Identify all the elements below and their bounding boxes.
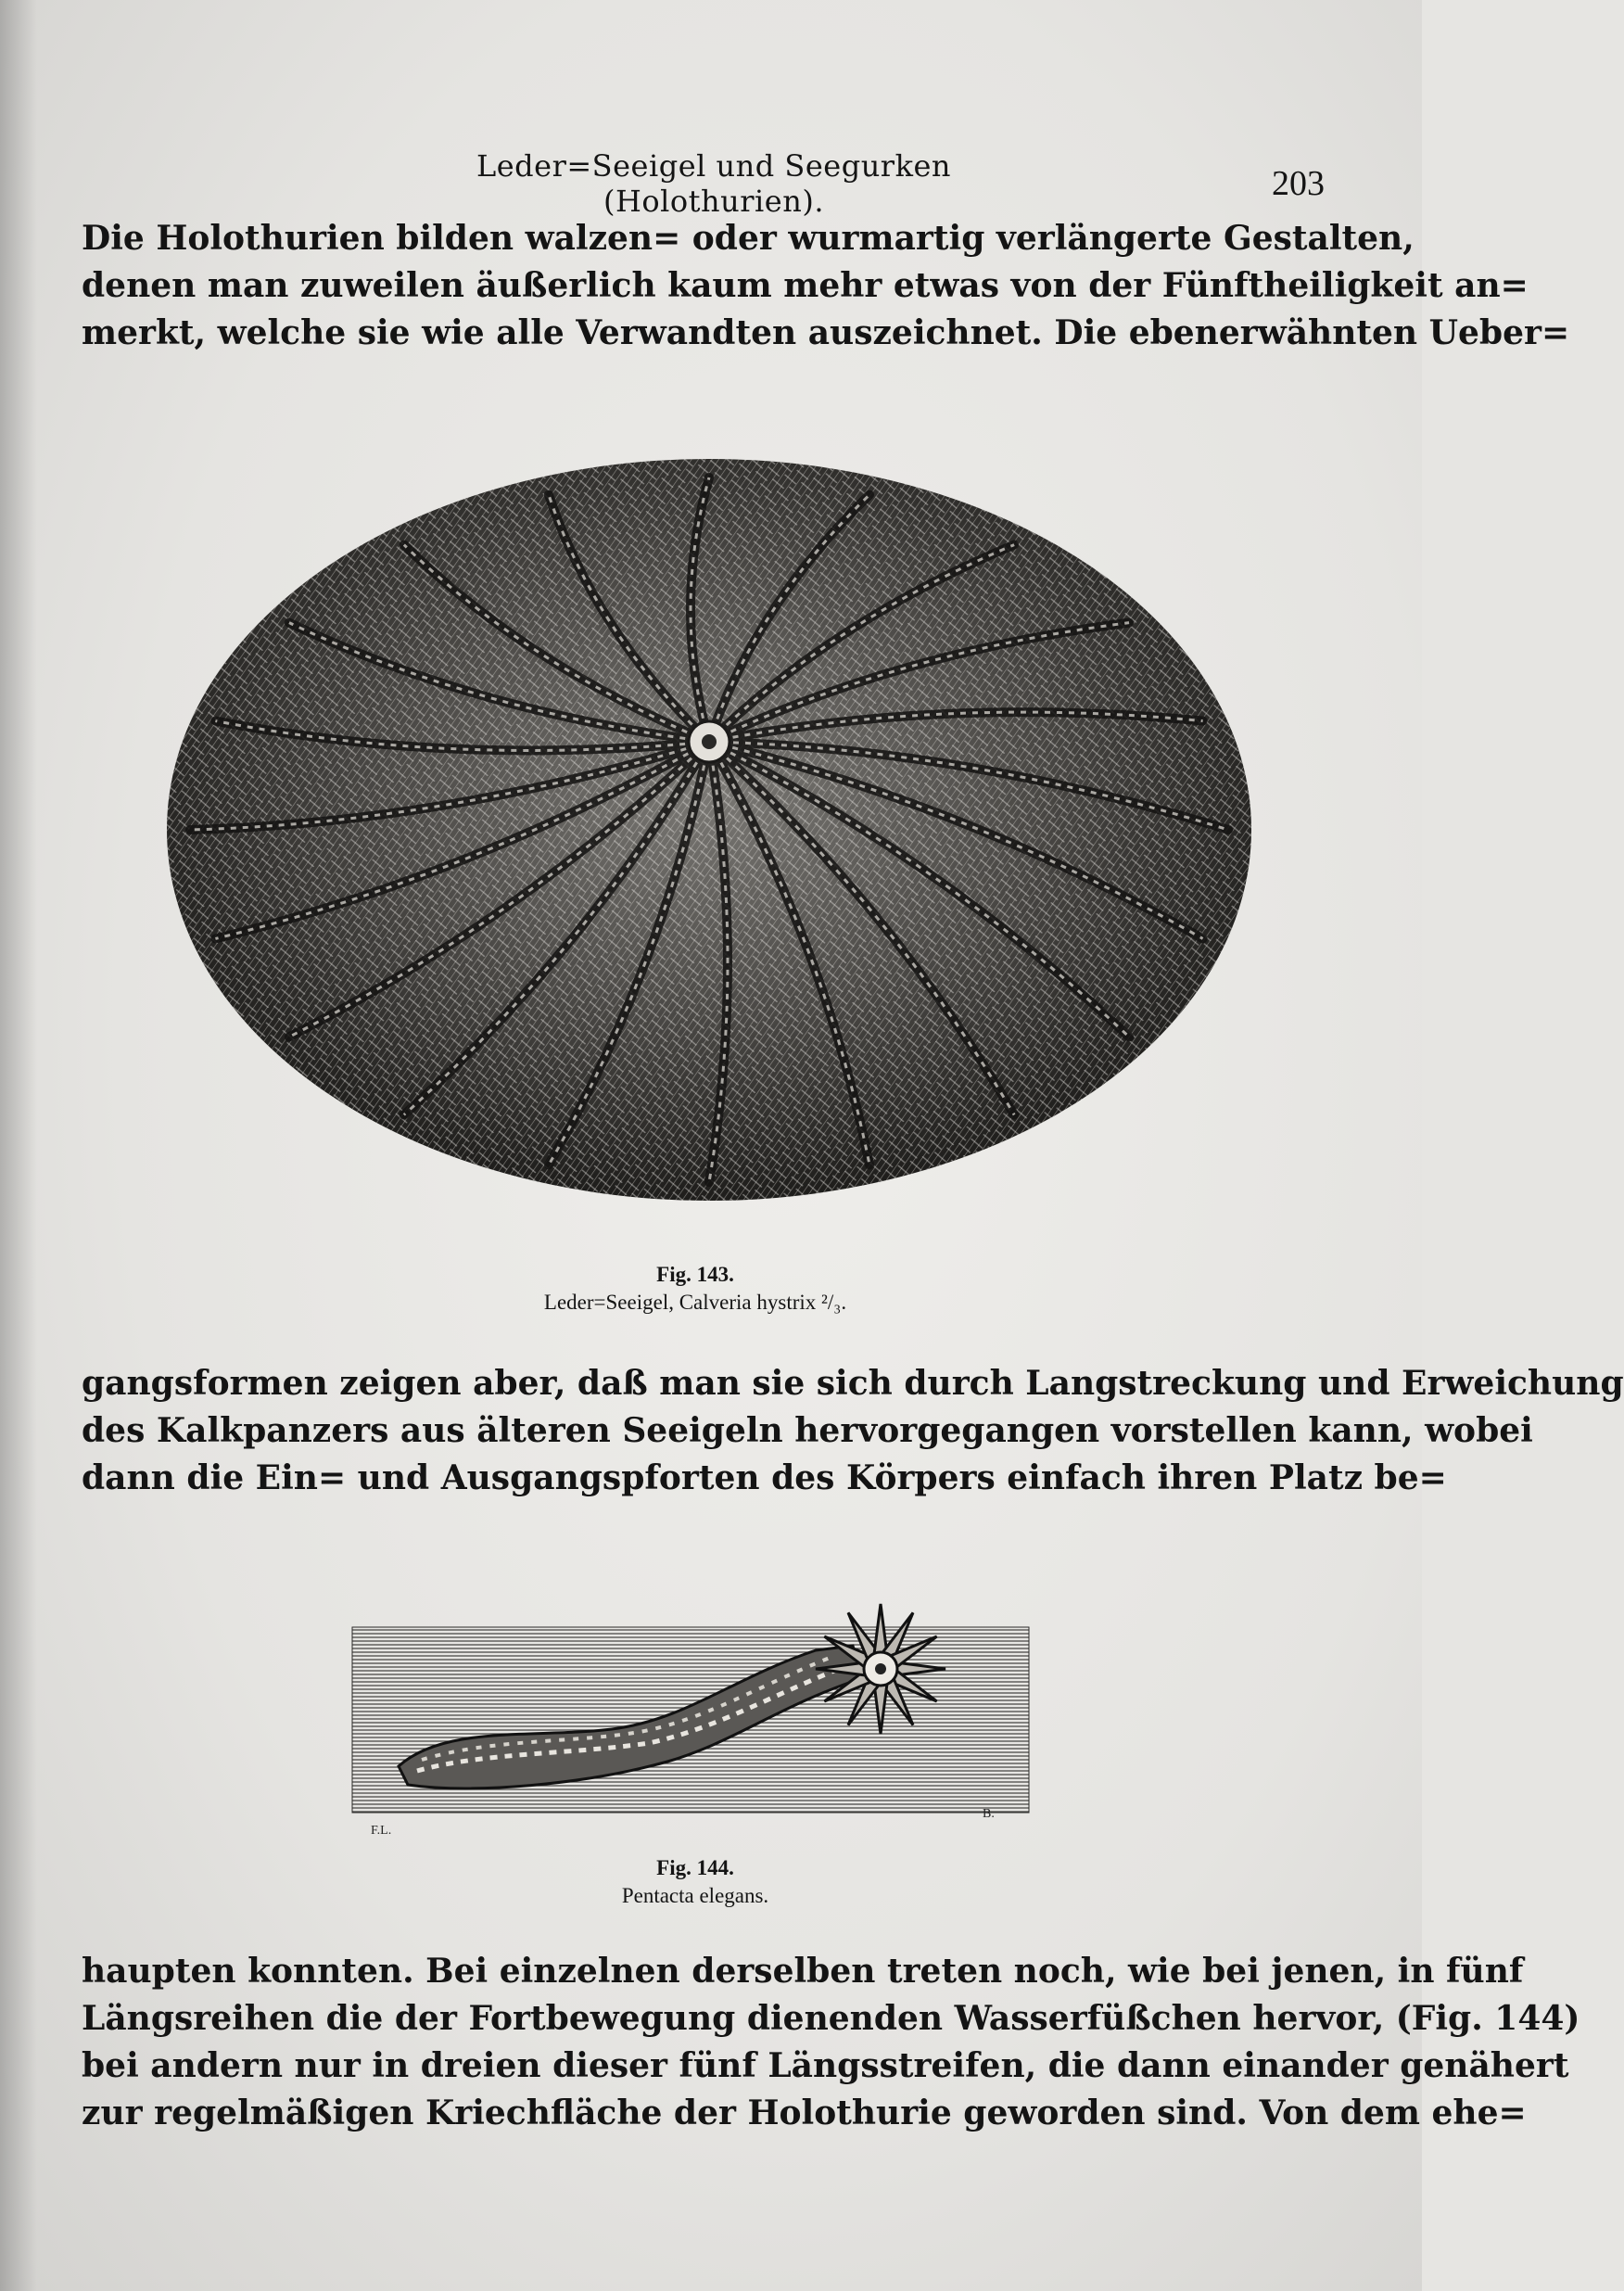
figure-144-label: Fig. 144. bbox=[656, 1856, 734, 1879]
figure-144-description: Pentacta elegans. bbox=[621, 1884, 769, 1907]
text-line: Längsreihen die der Fortbewegung dienenden Wasserfüßchen hervor, (Fig. 144) bbox=[82, 1999, 1580, 2038]
illustrator-signature-left: F.L. bbox=[371, 1824, 392, 1838]
text-line: gangsformen zeigen aber, daß man sie sich durch Langstreckung und Erweichung bbox=[82, 1364, 1624, 1403]
figure-143-description: Leder=Seeigel, Calveria hystrix ²/₃. bbox=[543, 1291, 847, 1314]
text-line: Die Holothurien bilden walzen= oder wurmartig verlängerte Gestalten, bbox=[82, 219, 1415, 258]
paragraph-1 bbox=[82, 215, 1570, 357]
text-line: merkt, welche sie wie alle Verwandten auszeichnet. Die ebenerwähnten Ueber= bbox=[82, 313, 1570, 352]
paragraph-3 bbox=[82, 1948, 1580, 2137]
paragraph-2 bbox=[82, 1360, 1624, 1502]
text-line: zur regelmäßigen Kriechfläche der Holothurie geworden sind. Von dem ehe= bbox=[82, 2094, 1527, 2132]
text-line: des Kalkpanzers aus älteren Seeigeln hervorgegangen vorstellen kann, wobei bbox=[82, 1411, 1533, 1450]
text-line: dann die Ein= und Ausgangspforten des Körpers einfach ihren Platz be= bbox=[82, 1458, 1447, 1497]
figure-143-sea-urchin-illustration bbox=[158, 426, 1261, 1261]
text-line: denen man zuweilen äußerlich kaum mehr etwas von der Fünftheiligkeit an= bbox=[82, 266, 1529, 305]
figure-144-caption bbox=[482, 1854, 908, 1910]
illustrator-signature-right: B. bbox=[983, 1807, 995, 1821]
figure-144-sea-cucumber-illustration bbox=[334, 1539, 1047, 1845]
text-line: bei andern nur in dreien dieser fünf Längsstreifen, die dann einander genähert bbox=[82, 2046, 1569, 2085]
page-number: 203 bbox=[1272, 164, 1325, 203]
running-head: Leder=Seeigel und Seegurken (Holothurien). bbox=[476, 148, 952, 219]
page-edge-shadow bbox=[0, 0, 37, 2291]
figure-143-label: Fig. 143. bbox=[656, 1263, 734, 1286]
text-line: haupten konnten. Bei einzelnen derselben treten noch, wie bei jenen, in fünf bbox=[82, 1952, 1524, 1991]
figure-143-caption bbox=[389, 1261, 1001, 1317]
